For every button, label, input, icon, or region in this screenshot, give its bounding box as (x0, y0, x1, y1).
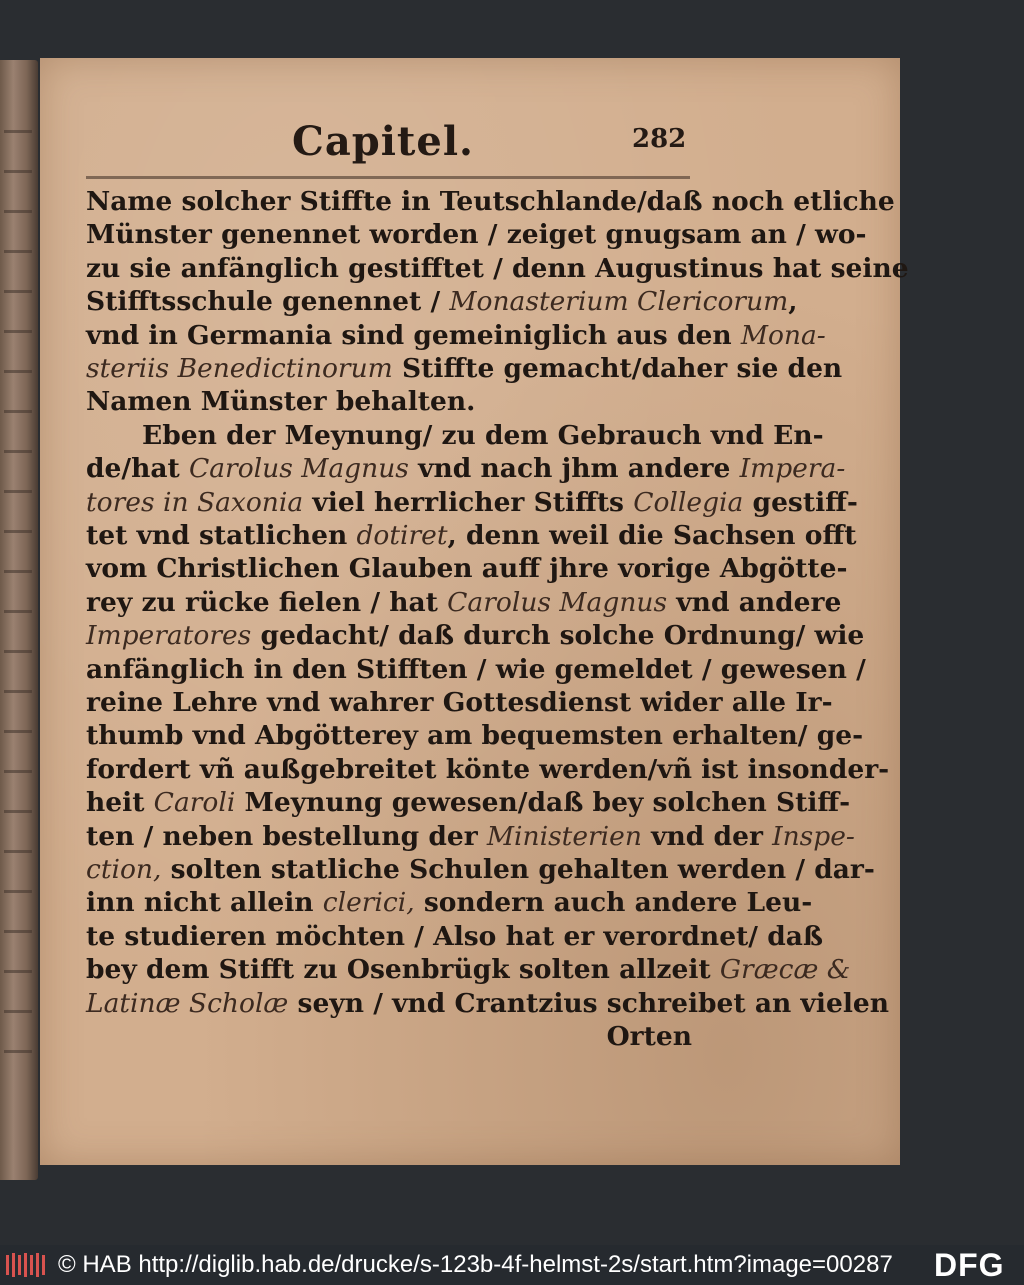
text-segment: inn nicht allein (86, 887, 323, 919)
edge-text-mark (4, 1050, 32, 1053)
latin-phrase: ction, (86, 854, 162, 885)
edge-text-mark (4, 210, 32, 213)
latin-phrase: clerici, (322, 887, 415, 919)
text-line (86, 785, 851, 821)
text-segment: thumb vnd Abgötterey am bequemsten erhalten/ ge- (86, 720, 864, 752)
text-line (86, 217, 867, 253)
edge-text-mark (4, 650, 32, 653)
edge-text-mark (4, 970, 32, 973)
text-line (86, 685, 833, 721)
text-segment: ten / neben bestellung der (86, 820, 487, 852)
page-number: 282 (632, 124, 687, 154)
latin-phrase: Caroli (153, 787, 236, 819)
latin-phrase: Græcæ & (719, 954, 851, 986)
text-line (86, 819, 855, 855)
text-line (86, 384, 692, 420)
edge-text-mark (4, 610, 32, 613)
edge-text-mark (4, 930, 32, 933)
latin-phrase: dotiret (356, 520, 448, 551)
text-line (86, 885, 813, 921)
text-line (86, 451, 846, 487)
text-segment: seyn / vnd Crantzius schreibet an vielen (288, 987, 890, 1019)
edge-text-mark (4, 290, 32, 293)
edge-text-mark (4, 690, 32, 693)
text-line (86, 518, 857, 554)
text-segment: Namen Münster behalten. (86, 386, 476, 418)
text-line (86, 251, 909, 287)
text-segment: zu sie anfänglich gestifftet / denn Augustinus hat seine (86, 252, 909, 284)
text-segment: vnd andere (667, 586, 842, 618)
text-line (142, 418, 824, 454)
latin-phrase: Impera- (739, 453, 846, 485)
text-line (86, 485, 858, 521)
edge-text-mark (4, 410, 32, 413)
running-head: Capitel. (292, 118, 474, 165)
edge-text-mark (4, 530, 32, 533)
text-block (86, 184, 909, 1052)
text-line (86, 184, 895, 220)
latin-phrase: steriis Benedictinorum (86, 353, 393, 384)
edge-text-mark (4, 850, 32, 853)
text-segment: heit (86, 787, 154, 819)
latin-phrase: Collegia (633, 486, 744, 518)
latin-phrase: tores in Saxonia (86, 486, 304, 518)
edge-text-mark (4, 730, 32, 733)
text-segment: fordert vñ außgebreitet könte werden/vñ ist insonder- (86, 753, 890, 785)
footer-bar (0, 1245, 1024, 1285)
text-segment: vom Christlichen Glauben auff jhre vorige Abgötte- (86, 553, 848, 585)
dfg-stripes-icon (6, 1253, 48, 1277)
text-line (86, 585, 842, 621)
text-segment: Name solcher Stiffte in Teutschlande/daß noch etliche (86, 186, 895, 217)
text-segment: vnd in Germania sind gemeiniglich aus den (86, 319, 741, 351)
text-segment: Orten (606, 1021, 692, 1052)
text-line (86, 952, 851, 988)
text-segment: gestiff- (743, 486, 858, 518)
edge-text-mark (4, 250, 32, 253)
text-segment: rey zu rücke fielen / hat (86, 586, 448, 618)
text-segment: viel herrlicher Stiffts (303, 486, 634, 518)
text-line (86, 618, 865, 654)
text-segment: vnd nach jhm andere (408, 453, 740, 485)
edge-text-mark (4, 810, 32, 813)
text-line (86, 284, 798, 320)
text-segment: reine Lehre vnd wahrer Gottesdienst wider alle Ir- (86, 687, 833, 718)
edge-text-mark (4, 490, 32, 493)
latin-phrase: Ministerien (486, 820, 642, 852)
text-line (86, 752, 890, 788)
latin-phrase: Inspe- (772, 820, 855, 852)
latin-phrase: Latinæ Scholæ (86, 987, 289, 1019)
dfg-logo[interactable]: DFG (934, 1247, 1005, 1283)
text-line (86, 852, 875, 888)
text-segment: Meynung gewesen/daß bey solchen Stiff- (235, 787, 851, 819)
text-segment: vnd der (641, 820, 773, 852)
text-segment: Eben der Meynung/ zu dem Gebrauch vnd En- (142, 419, 824, 451)
edge-text-mark (4, 370, 32, 373)
text-segment: solten statliche Schulen gehalten werden / dar- (161, 854, 875, 885)
text-segment: Stiffte gemacht/daher sie den (392, 353, 843, 384)
text-segment: , denn weil die Sachsen offt (447, 520, 857, 551)
text-line (86, 919, 824, 955)
edge-text-mark (4, 170, 32, 173)
text-segment: de/hat (86, 453, 189, 485)
text-line (86, 551, 848, 587)
text-line (86, 652, 866, 688)
previous-page-edge (0, 60, 38, 1180)
edge-text-mark (4, 130, 32, 133)
copyright-link[interactable]: © HAB http://diglib.hab.de/drucke/s-123b-4f-helmst-2s/start.htm?image=00287 (58, 1251, 893, 1278)
latin-phrase: Imperatores (86, 620, 252, 652)
edge-text-mark (4, 330, 32, 333)
latin-phrase: Monasterium Clericorum (449, 286, 789, 318)
text-line (86, 1019, 692, 1055)
edge-text-mark (4, 1010, 32, 1013)
text-segment: sondern auch andere Leu- (414, 887, 813, 919)
text-line (86, 718, 864, 754)
text-segment: Stifftsschule genennet / (86, 286, 450, 318)
latin-phrase: Carolus Magnus (188, 453, 409, 485)
latin-phrase: Carolus Magnus (447, 586, 668, 618)
text-segment: , (788, 286, 798, 318)
latin-phrase: Mona- (740, 319, 826, 351)
header-rule (86, 176, 690, 179)
edge-text-mark (4, 770, 32, 773)
text-segment: tet vnd statlichen (86, 520, 357, 551)
text-segment: anfänglich in den Stifften / wie gemeldet / gewesen / (86, 653, 866, 685)
text-segment: te studieren möchten / Also hat er verordnet/ daß (86, 920, 824, 952)
text-segment: gedacht/ daß durch solche Ordnung/ wie (251, 620, 865, 652)
edge-text-mark (4, 450, 32, 453)
edge-text-mark (4, 570, 32, 573)
text-segment: bey dem Stifft zu Osenbrügk solten allzeit (86, 954, 720, 986)
edge-text-mark (4, 890, 32, 893)
text-line (86, 351, 843, 387)
text-line (86, 986, 890, 1022)
text-line (86, 318, 826, 354)
text-segment: Münster genennet worden / zeiget gnugsam an / wo- (86, 219, 867, 251)
